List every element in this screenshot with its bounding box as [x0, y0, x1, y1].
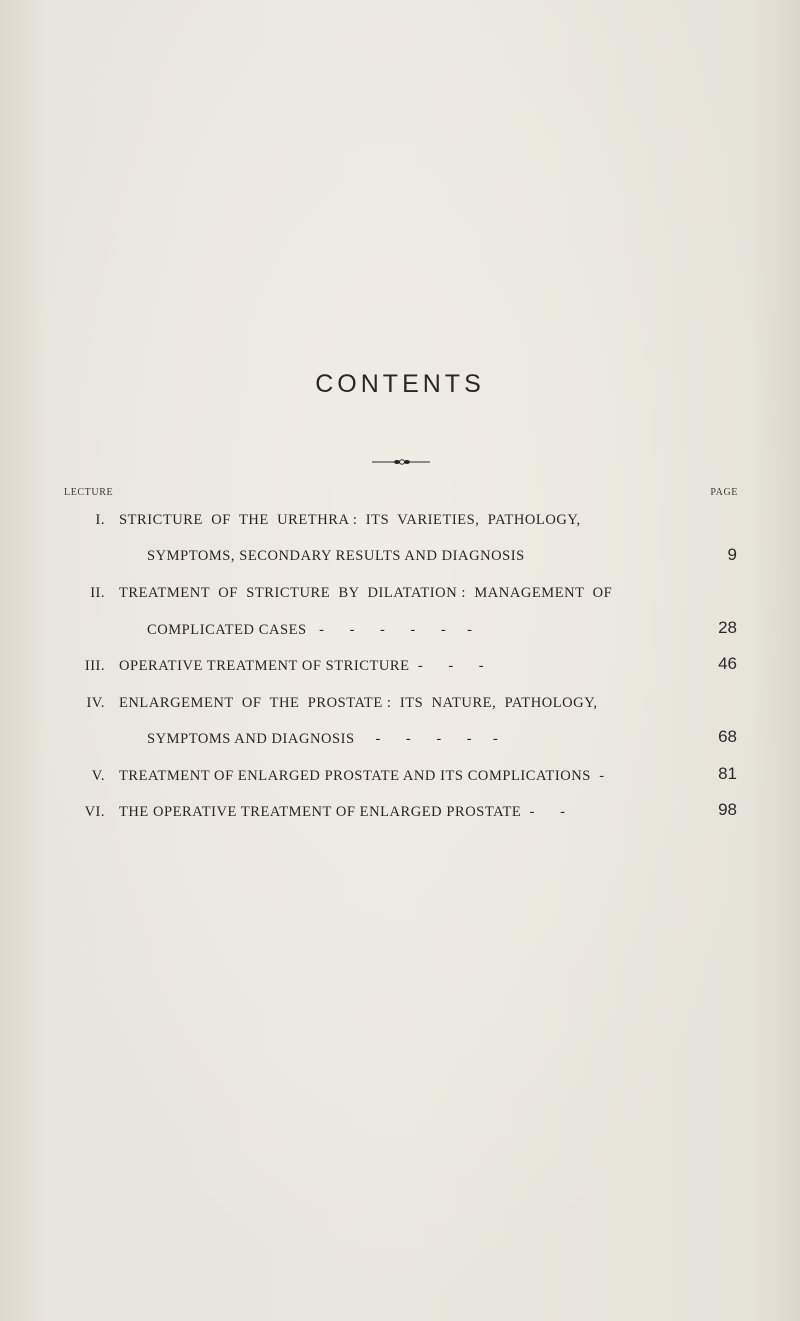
- entry-title-line: ENLARGEMENT OF THE PROSTATE : ITS NATURE, PATHOLOGY,: [119, 695, 598, 711]
- lecture-numeral: VI.: [84, 804, 105, 820]
- entry-page-number: 9: [727, 545, 737, 564]
- lecture-numeral: IV.: [86, 695, 105, 711]
- lecture-numeral: II.: [90, 585, 105, 601]
- entry-title-line: TREATMENT OF STRICTURE BY DILATATION : MANAGEMENT OF: [119, 585, 613, 601]
- entry-page-number: 46: [718, 654, 737, 673]
- page-title: CONTENTS: [315, 370, 485, 398]
- lecture-numeral: I.: [95, 512, 105, 528]
- lecture-column-header: LECTURE: [64, 487, 114, 498]
- divider-ornament-icon: [372, 458, 430, 466]
- entry-title-line: STRICTURE OF THE URETHRA : ITS VARIETIES, PATHOLOGY,: [119, 512, 581, 528]
- entry-title-line: TREATMENT OF ENLARGED PROSTATE AND ITS COMPLICATIONS -: [119, 768, 605, 784]
- page-column-header: PAGE: [710, 487, 738, 498]
- entry-page-number: 68: [718, 727, 737, 746]
- entry-page-number: 98: [718, 800, 737, 819]
- entry-title-continuation: COMPLICATED CASES - - - - - -: [147, 622, 473, 638]
- lecture-numeral: V.: [91, 768, 105, 784]
- entry-page-number: 28: [718, 618, 737, 637]
- entry-title-continuation: SYMPTOMS, SECONDARY RESULTS AND DIAGNOSIS: [147, 548, 525, 564]
- lecture-numeral: III.: [84, 658, 105, 674]
- entry-page-number: 81: [718, 764, 737, 783]
- entry-title-line: OPERATIVE TREATMENT OF STRICTURE - - -: [119, 658, 485, 674]
- entry-title-line: THE OPERATIVE TREATMENT OF ENLARGED PROSTATE - -: [119, 804, 566, 820]
- entry-title-continuation: SYMPTOMS AND DIAGNOSIS - - - - -: [147, 731, 499, 747]
